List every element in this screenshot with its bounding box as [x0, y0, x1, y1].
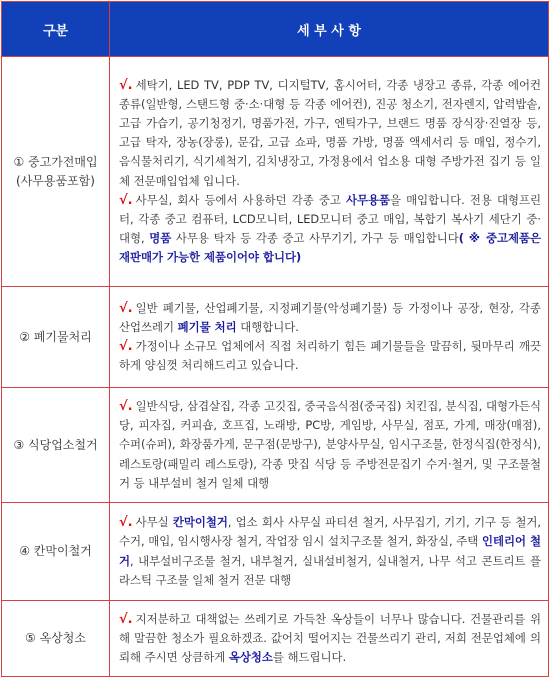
highlight-text: 인테리어 철거 — [119, 534, 541, 568]
category-cell — [2, 287, 110, 388]
header-category: 구분 — [2, 2, 110, 57]
detail-text: 지저분하고 대책없는 쓰레기로 가득찬 옥상들이 너무나 많습니다. 건물관리를 위해 말끔한 청소가 필요하겠죠. 값어치 떨어지는 건물쓰리기 관리, 저희 전문업체에 의뢰해 주시면 상큼하게 — [119, 611, 541, 665]
checkmark-icon: √. — [119, 78, 133, 94]
detail-item — [119, 191, 541, 267]
highlight-text: 칸막이철거 — [172, 515, 228, 530]
detail-text: 가정이나 소규모 업체에서 직접 처리하기 힘든 폐기물들을 말끔히, 뒷마무리 깨끗하게 양심껏 처리해드리고 있습니다. — [119, 339, 541, 373]
checkmark-icon: √. — [119, 399, 133, 415]
detail-text: 세탁기, LED TV, PDP TV, 디지털TV, 홈시어터, 각종 냉장고 종류, 각종 에어컨 종류(일반형, 스탠드형 중·소·대형 등 각종 에어컨), 진공 청소기, 전자렌지, 압력밥솥, 고급 가습기, 공기청정기, 명품가전, 가구, 엔틱가구, 브랜드 명품 장식장·진열장 등, 고급 탁자, 장농(장롱), 문갑, 고급 쇼파, 명품 가방, 명품 액세서리 등 매입, 정수기, 음식물처리기, 식기세척기, 김치냉장고, 가정용에서 업소용 대형 주방가전 집기 등 일체 전문매입업체 입니다. — [119, 78, 541, 188]
highlight-text: 옥상청소 — [228, 650, 273, 665]
highlight-text: 명품 — [149, 230, 172, 245]
table-header-row — [2, 2, 549, 57]
detail-item — [119, 397, 541, 492]
category-sublabel: (사무용품포함) — [16, 173, 95, 188]
category-label: ② 폐기물처리 — [19, 329, 92, 344]
detail-item — [119, 513, 541, 589]
checkmark-icon: √. — [119, 611, 133, 627]
table-row-restaurant-demolition — [2, 388, 549, 503]
detail-text: 대행합니다. — [236, 319, 299, 334]
detail-cell — [110, 57, 549, 287]
detail-text: 일반식당, 삼겹살집, 각종 고깃집, 중국음식점(중국집) 치킨집, 분식집, 대형가든식당, 피자집, 커피숍, 호프집, 노래방, PC방, 게임방, 사무실, 점포, 가게, 매장(매점), 수퍼(슈퍼), 화장품가게, 문구점(문방구), 분양사무실, 임시구조물, 한정식집(한정식), 레스토랑(패밀리 레스토랑), 각종 맛집 식당 등 주방전문집기 수거·철거, 및 구조물철거 등 내부설비 철거 일체 대행 — [119, 399, 541, 490]
category-cell — [2, 388, 110, 503]
table-row-waste-disposal — [2, 287, 549, 388]
detail-text: , 내부설비구조물 철거, 내부철거, 실내설비철거, 실내철거, 나무 석고 콘트리트 플라스틱 구조물 일체 철거 전문 대행 — [119, 553, 541, 587]
table-row-used-appliance — [2, 57, 549, 287]
detail-cell — [110, 388, 549, 503]
checkmark-icon: √. — [119, 192, 133, 208]
checkmark-icon: √. — [119, 515, 133, 531]
highlight-text: ( ※ 중고제품은 재판매가 가능한 제품이어야 합니다) — [119, 230, 541, 264]
category-cell — [2, 503, 110, 601]
highlight-text: 폐기물 처리 — [177, 319, 237, 334]
detail-text: 일반 폐기물, 산업폐기물, 지정폐기물(악성폐기물) 등 가정이나 공장, 현장, 각종 산업쓰레기 — [119, 300, 541, 334]
service-table — [1, 1, 549, 677]
detail-cell — [110, 601, 549, 677]
detail-item — [119, 610, 541, 667]
detail-text: 사무용 탁자 등 각종 중고 사무기기, 가구 등 매입합니다 — [171, 230, 459, 245]
detail-text: 을 매입합니다. 전용 대형프린터, 각종 중고 컴퓨터, LCD모니터, LED모니터 중고 매입, 복합기 복사기 세단기 중·대형, — [119, 192, 541, 245]
category-label: ④ 칸막이철거 — [19, 544, 92, 558]
detail-text: 사무실 — [135, 515, 173, 530]
detail-item — [119, 76, 541, 191]
table-row-partition-demolition — [2, 503, 549, 601]
detail-cell — [110, 287, 549, 388]
detail-text: 를 해드립니다. — [272, 650, 347, 665]
category-cell — [2, 601, 110, 677]
table-row-rooftop-cleaning — [2, 601, 549, 677]
checkmark-icon: √. — [119, 300, 133, 316]
category-label: ⑤ 옥상청소 — [25, 631, 86, 645]
highlight-text: 사무용품 — [345, 192, 390, 207]
detail-text: 사무실, 회사 등에서 사용하던 각종 중고 — [135, 192, 346, 207]
category-label: ③ 식당업소철거 — [13, 437, 98, 452]
category-cell — [2, 57, 110, 287]
detail-text: , 업소 회사 사무실 파티션 철거, 사무집기, 기기, 기구 등 철거, 수거, 매입, 임시행사장 철거, 작업장 임시 설치구조물 철거, 화장실, 주택 — [119, 515, 542, 549]
checkmark-icon: √. — [119, 339, 133, 354]
category-label: ① 중고가전매입 — [13, 154, 98, 169]
detail-item — [119, 299, 541, 337]
detail-item — [119, 337, 541, 375]
header-details: 세 부 사 항 — [110, 2, 549, 57]
detail-cell — [110, 503, 549, 601]
